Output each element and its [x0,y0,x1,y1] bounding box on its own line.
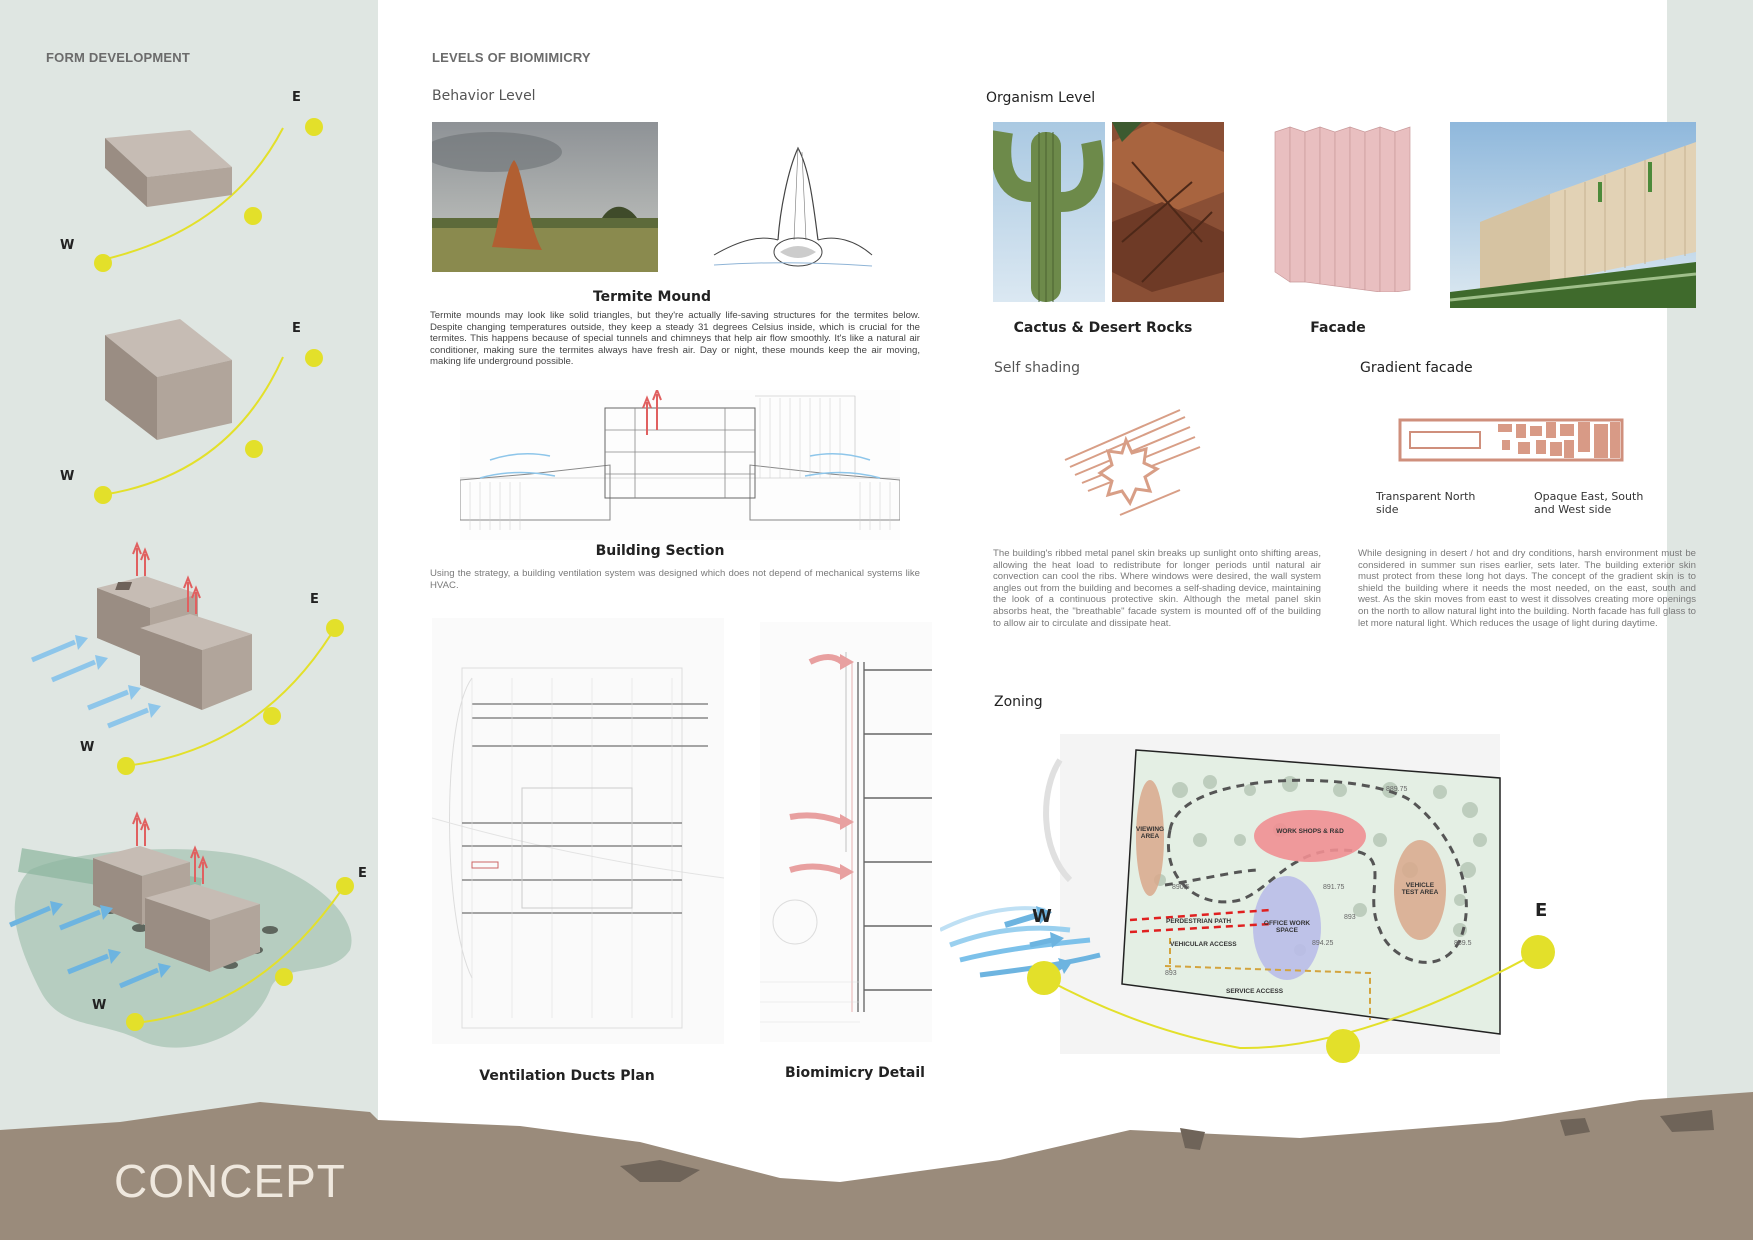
level-label: 893 [1344,914,1356,921]
form-development-title: FORM DEVELOPMENT [46,50,191,65]
facade-caption: Facade [1310,320,1366,336]
cactus-rocks-caption: Cactus & Desert Rocks [1013,320,1193,336]
zoning-diagram [940,730,1560,1080]
form-diagram-1 [30,80,350,280]
viewing-area-label: VIEWING AREA [1135,826,1165,840]
building-section-drawing [460,390,900,540]
termite-mound-caption: Termite Mound [592,289,712,305]
office-work-space-label: OFFICE WORK SPACE [1263,920,1311,934]
gradient-facade-text: While designing in desert / hot and dry conditions, harsh environment must be considered in summer sun rises earlier, sets later. The building exterior skin must protect from these long hot days. The concept of the gradient skin is to shield the building where it needs the most needed, on the east, south and west. As the skin moves from east to west it dissolves creating more openings on the north to allow natural light into the building. North facade has full glass to let more natural light. Which reduces the usage of light during daytime. [1358,548,1696,629]
form-diagram-3 [30,530,350,780]
ventilation-ducts-caption: Ventilation Ducts Plan [479,1068,655,1084]
self-shading-diagram [1060,405,1210,525]
facade-panel-render [1260,122,1430,292]
pedestrian-path-label: PERDESTRIAN PATH [1166,918,1232,925]
west-label: W [1032,906,1052,927]
building-facade-render [1450,122,1696,308]
level-label: 889.75 [1386,786,1408,793]
west-label: W [92,998,107,1013]
level-label: 891.75 [1323,884,1345,891]
east-label: E [292,321,301,336]
east-label: E [358,866,367,881]
level-label: 894.25 [1312,940,1334,947]
termite-mound-photo [432,122,658,272]
transparent-north-label: Transparent North side [1376,490,1476,516]
vehicular-access-label: VEHICULAR ACCESS [1170,941,1237,948]
self-shading-text: The building's ribbed metal panel skin breaks up sunlight onto shifting areas, allowing the heat load to redistribute for longer periods until natural air convection can cool the ribs. Where windows were desired, the wall system angles out from the building and becomes a self-shading device, maintaining the look of a continuous protective skin. Although the metal panel skin absorbs heat, the "breathable" facade system is mounted off of the building to allow air to circulate and dissipate heat. [993,548,1321,629]
ventilation-ducts-plan [432,618,724,1044]
gradient-facade-diagram [1398,412,1628,468]
organism-level-title: Organism Level [986,90,1096,106]
building-section-text: Using the strategy, a building ventilation system was designed which does not depend of mechanical systems like HVAC. [430,568,920,591]
gradient-facade-title: Gradient facade [1360,360,1473,376]
level-label: 890.5 [1172,884,1190,891]
behavior-level-title: Behavior Level [432,88,536,104]
west-label: W [60,469,75,484]
biomimicry-detail-caption: Biomimicry Detail [785,1065,925,1081]
vehicle-test-area-label: VEHICLE TEST AREA [1401,882,1439,896]
building-section-caption: Building Section [595,543,725,559]
west-label: W [60,238,75,253]
east-label: E [292,90,301,105]
concept-title: CONCEPT [114,1155,346,1207]
biomimicry-title: LEVELS OF BIOMIMICRY [432,50,591,65]
self-shading-title: Self shading [994,360,1081,376]
zoning-title: Zoning [994,694,1043,710]
level-label: 889.5 [1454,940,1472,947]
east-label: E [1535,900,1548,921]
opaque-east-south-west-label: Opaque East, South and West side [1534,490,1644,516]
east-label: E [310,592,319,607]
form-diagram-4 [0,800,370,1060]
level-label: 893 [1165,970,1177,977]
termite-mound-sketch [710,140,875,275]
termite-mound-text: Termite mounds may look like solid triangles, but they're actually life-saving structures for the termites below. Despite changing temperatures outside, they keep a steady 31 degrees Celsius inside, which is crucial for the termites. This happens because of special tunnels and chimneys that help air flow smoothly. It's like a natural air conditioner, making sure the termites always have fresh air. Day or night, these mounds keep the air moving, making life underground possible. [430,310,920,368]
service-access-label: SERVICE ACCESS [1226,988,1284,995]
desert-rocks-photo [1112,122,1224,302]
biomimicry-detail-drawing [760,622,932,1042]
form-diagram-2 [30,305,350,505]
west-label: W [80,740,95,755]
workshops-label: WORK SHOPS & R&D [1276,828,1344,835]
cactus-photo [993,122,1105,302]
